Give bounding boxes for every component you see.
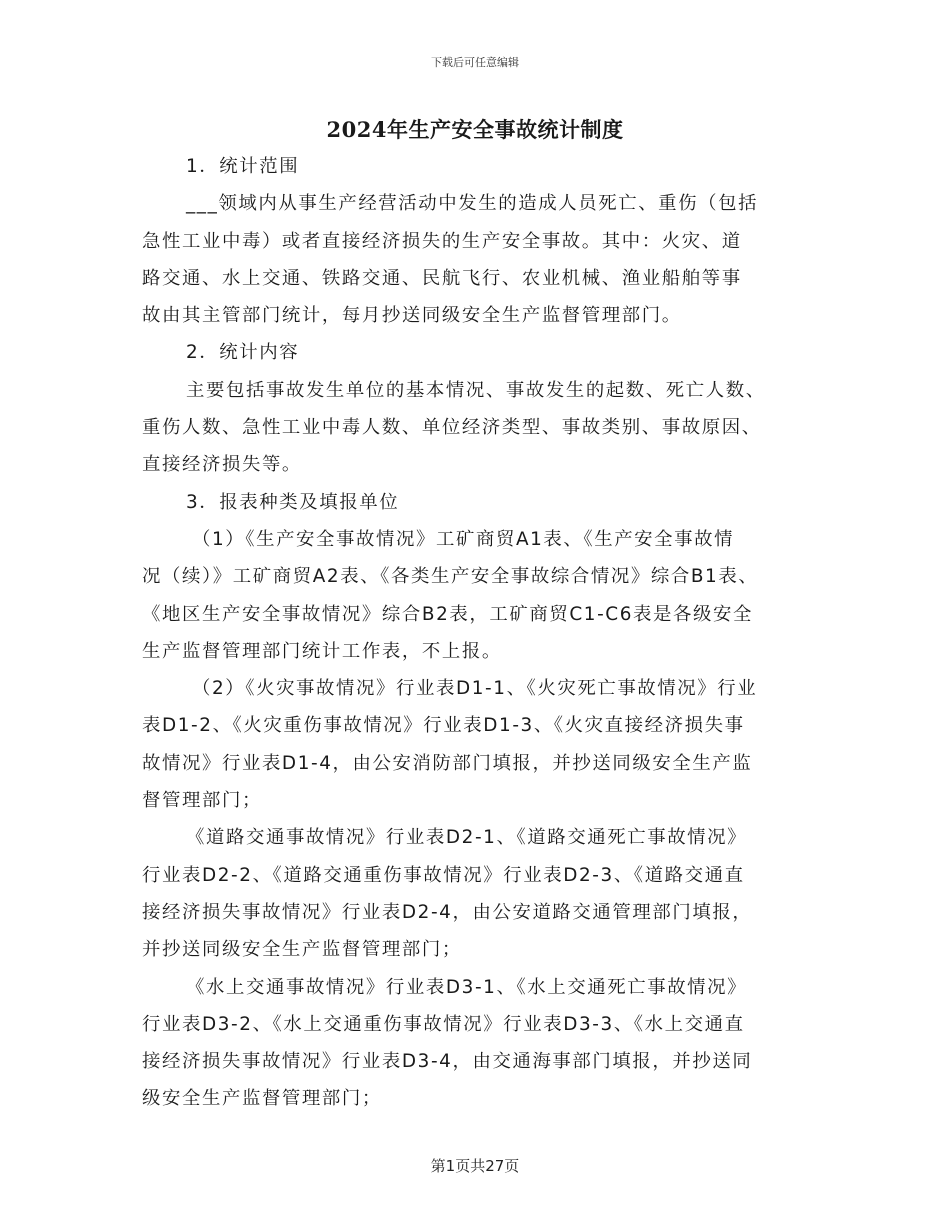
paragraph-line: 接经济损失事故情况》行业表D3-4，由交通海事部门填报，并抄送同 [142, 1051, 753, 1073]
page-footer: 第1页共27页 [430, 1157, 520, 1175]
paragraph-line: 主要包括事故发生单位的基本情况、事故发生的起数、死亡人数、 [186, 379, 766, 401]
paragraph-line: 表D1-2、《火灾重伤事故情况》行业表D1-3、《火灾直接经济损失事 [142, 715, 745, 737]
paragraph-line: 《地区生产安全事故情况》综合B2表，工矿商贸C1-C6表是各级安全 [142, 603, 753, 625]
paragraph-line: 接经济损失事故情况》行业表D2-4，由公安道路交通管理部门填报， [142, 901, 753, 923]
paragraph-line: 《水上交通事故情况》行业表D3-1、《水上交通死亡事故情况》 [186, 976, 748, 998]
section-heading-report-types: 3．报表种类及填报单位 [186, 491, 400, 513]
section-heading-scope: 1．统计范围 [186, 156, 300, 177]
paragraph-line: 直接经济损失等。 [142, 454, 302, 476]
paragraph-line: 并抄送同级安全生产监督管理部门； [142, 939, 462, 961]
paragraph-line: （1）《生产安全事故情况》工矿商贸A1表、《生产安全事故情 [192, 528, 735, 550]
paragraph-line: 行业表D2-2、《道路交通重伤事故情况》行业表D2-3、《道路交通直 [142, 864, 745, 886]
paragraph-line: 督管理部门； [142, 790, 262, 812]
paragraph-line: 故由其主管部门统计，每月抄送同级安全生产监督管理部门。 [142, 305, 682, 327]
paragraph-line: 路交通、水上交通、铁路交通、民航飞行、农业机械、渔业船舶等事 [142, 267, 742, 289]
paragraph-line: 重伤人数、急性工业中毒人数、单位经济类型、事故类别、事故原因、 [142, 417, 762, 439]
paragraph-line: 级安全生产监督管理部门； [142, 1088, 382, 1110]
header-note: 下载后可任意编辑 [431, 56, 519, 69]
document-title: 2024年生产安全事故统计制度 [326, 117, 624, 142]
section-heading-content: 2．统计内容 [186, 342, 300, 364]
paragraph-line: （2）《火灾事故情况》行业表D1-1、《火灾死亡事故情况》行业 [192, 678, 758, 700]
paragraph-line: ___领域内从事生产经营活动中发生的造成人员死亡、重伤（包括 [186, 193, 759, 215]
paragraph-line: 况（续）》工矿商贸A2表、《各类生产安全事故综合情况》综合B1表、 [142, 566, 759, 588]
paragraph-line: 故情况》行业表D1-4，由公安消防部门填报，并抄送同级安全生产监 [142, 752, 753, 774]
paragraph-line: 行业表D3-2、《水上交通重伤事故情况》行业表D3-3、《水上交通直 [142, 1013, 745, 1035]
paragraph-line: 急性工业中毒）或者直接经济损失的生产安全事故。其中：火灾、道 [142, 230, 742, 252]
document-body [142, 148, 822, 1118]
paragraph-line: 生产监督管理部门统计工作表，不上报。 [142, 640, 502, 662]
paragraph-line: 《道路交通事故情况》行业表D2-1、《道路交通死亡事故情况》 [186, 827, 748, 849]
